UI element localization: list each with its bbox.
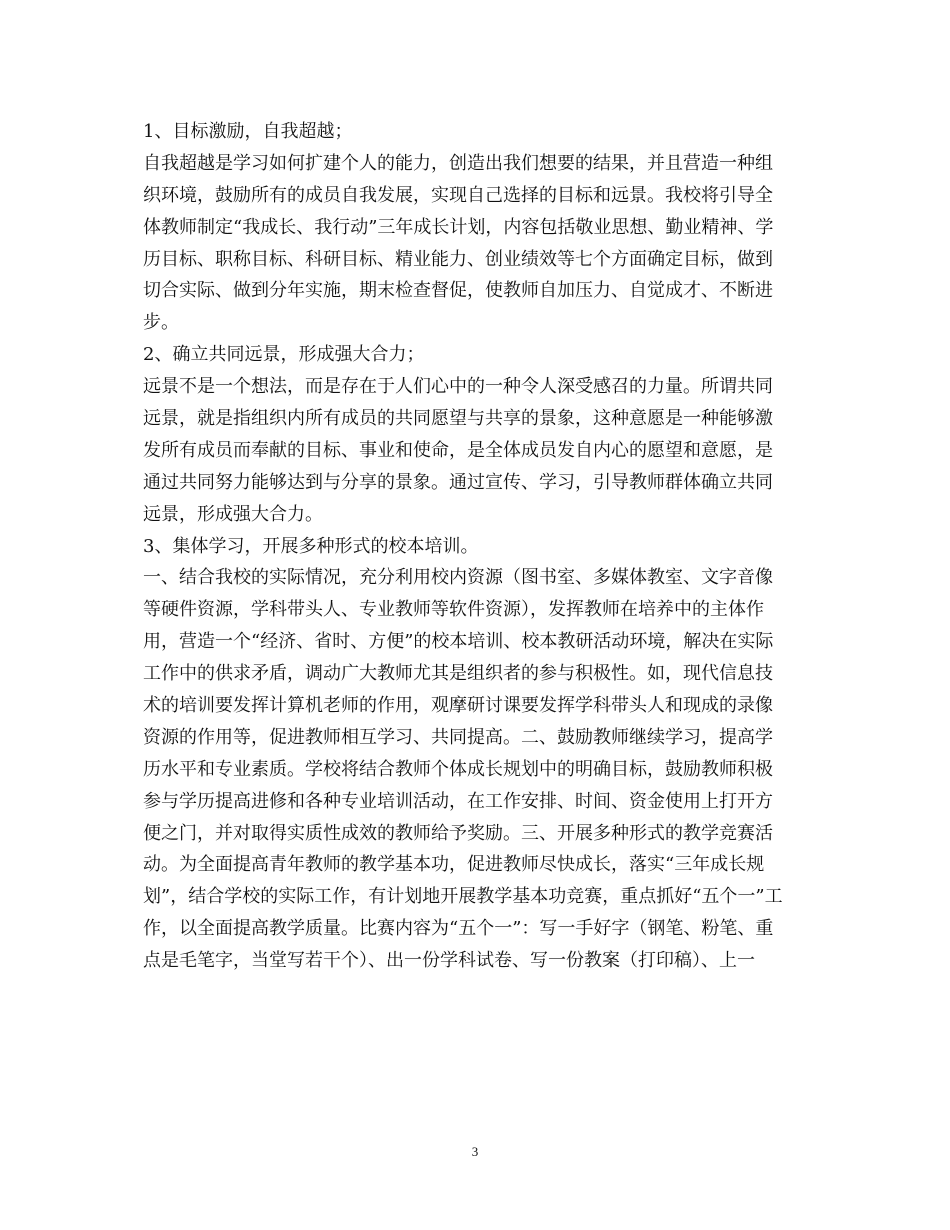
text-line: 便之门，并对取得实质性成效的教师给予奖励。三、开展多种形式的教学竞赛活 bbox=[143, 822, 773, 844]
text-line: 体教师制定“我成长、我行动”三年成长计划，内容包括敬业思想、勤业精神、学 bbox=[143, 216, 774, 238]
text-line: 通过共同努力能够达到与分享的景象。通过宣传、学习，引导教师群体确立共同 bbox=[143, 471, 773, 493]
text-line: 步。 bbox=[143, 312, 179, 334]
text-line: 历目标、职称目标、科研目标、精业能力、创业绩效等七个方面确定目标，做到 bbox=[143, 248, 773, 270]
text-line: 2、确立共同远景，形成强大合力； bbox=[143, 344, 425, 366]
text-line: 作，以全面提高教学质量。比赛内容为“五个一”：写一手好字（钢笔、粉笔、重 bbox=[143, 918, 774, 940]
text-line: 历水平和专业素质。学校将结合教师个体成长规划中的明确目标，鼓励教师积极 bbox=[143, 758, 773, 780]
text-line: 划”，结合学校的实际工作，有计划地开展教学基本功竞赛，重点抓好“五个一”工 bbox=[143, 886, 783, 908]
text-line: 术的培训要发挥计算机老师的作用，观摩研讨课要发挥学科带头人和现成的录像 bbox=[143, 695, 773, 717]
text-line: 动。为全面提高青年教师的教学基本功，促进教师尽快成长，落实“三年成长规 bbox=[143, 854, 765, 876]
text-line: 自我超越是学习如何扩建个人的能力，创造出我们想要的结果，并且营造一种组 bbox=[143, 152, 773, 174]
document-body bbox=[143, 116, 803, 977]
text-line: 3、集体学习，开展多种形式的校本培训。 bbox=[143, 535, 479, 557]
text-line: 切合实际、做到分年实施，期末检查督促，使教师自加压力、自觉成才、不断进 bbox=[143, 280, 773, 302]
text-line: 一、结合我校的实际情况，充分利用校内资源（图书室、多媒体教室、文字音像 bbox=[143, 567, 773, 589]
text-line: 远景不是一个想法，而是存在于人们心中的一种令人深受感召的力量。所谓共同 bbox=[143, 376, 773, 398]
text-line: 等硬件资源，学科带头人、专业教师等软件资源），发挥教师在培养中的主体作 bbox=[143, 599, 764, 621]
page-number: 3 bbox=[471, 1144, 479, 1159]
text-line: 远景，就是指组织内所有成员的共同愿望与共享的景象，这种意愿是一种能够激 bbox=[143, 408, 773, 430]
text-line: 发所有成员而奉献的目标、事业和使命，是全体成员发自内心的愿望和意愿，是 bbox=[143, 439, 773, 461]
text-line: 1、目标激励，自我超越； bbox=[143, 121, 353, 142]
text-line: 用，营造一个“经济、省时、方便”的校本培训、校本教研活动环境，解决在实际 bbox=[143, 631, 774, 653]
text-line: 织环境，鼓励所有的成员自我发展，实现自己选择的目标和远景。我校将引导全 bbox=[143, 184, 773, 206]
text-line: 参与学历提高进修和各种专业培训活动，在工作安排、时间、资金使用上打开方 bbox=[143, 790, 773, 812]
text-line: 资源的作用等，促进教师相互学习、共同提高。二、鼓励教师继续学习，提高学 bbox=[143, 726, 773, 748]
text-line: 点是毛笔字，当堂写若干个）、出一份学科试卷、写一份教案（打印稿）、上一 bbox=[143, 950, 755, 972]
text-line: 工作中的供求矛盾，调动广大教师尤其是组织者的参与积极性。如，现代信息技 bbox=[143, 663, 773, 685]
text-line: 远景，形成强大合力。 bbox=[143, 503, 323, 525]
